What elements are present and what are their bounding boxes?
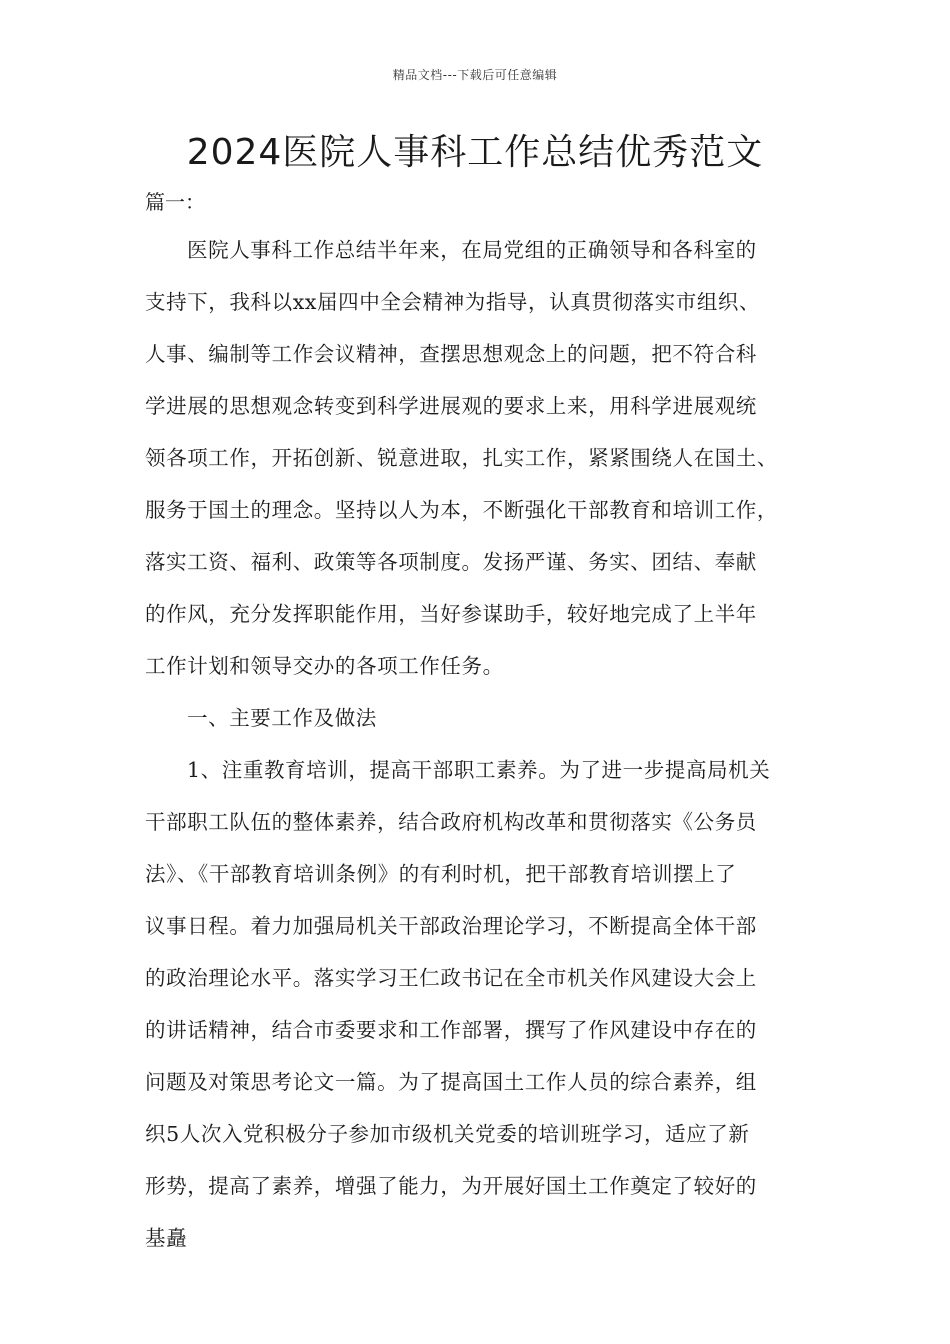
paragraph-line: 落实工资、福利、政策等各项制度。发扬严谨、务实、团结、奉献	[145, 550, 757, 574]
paragraph-line: 医院人事科工作总结半年来，在局党组的正确领导和各科室的	[187, 238, 757, 262]
paragraph-line: 人事、编制等工作会议精神，查摆思想观念上的问题，把不符合科	[145, 342, 757, 366]
paragraph-line: 干部职工队伍的整体素养，结合政府机构改革和贯彻落实《公务员	[145, 810, 757, 834]
section-label: 篇一：	[145, 190, 205, 214]
paragraph-line: 1、注重教育培训，提高干部职工素养。为了进一步提高局机关	[187, 758, 771, 782]
paragraph-line: 织5人次入党积极分子参加市级机关党委的培训班学习，适应了新	[145, 1122, 750, 1146]
paragraph-line: 基矗	[145, 1226, 188, 1250]
paragraph-line: 的讲话精神，结合市委要求和工作部署，撰写了作风建设中存在的	[145, 1018, 757, 1042]
paragraph-line: 服务于国土的理念。坚持以人为本，不断强化干部教育和培训工作，	[145, 498, 778, 522]
paragraph-line: 议事日程。着力加强局机关干部政治理论学习，不断提高全体干部	[145, 914, 757, 938]
paragraph-line: 形势，提高了素养，增强了能力，为开展好国土工作奠定了较好的	[145, 1174, 757, 1198]
body-text	[145, 234, 825, 1274]
paragraph-line: 领各项工作，开拓创新、锐意进取，扎实工作，紧紧围绕人在国土、	[145, 446, 778, 470]
paragraph-line: 学进展的思想观念转变到科学进展观的要求上来，用科学进展观统	[145, 394, 757, 418]
paragraph-line: 问题及对策思考论文一篇。为了提高国土工作人员的综合素养，组	[145, 1070, 757, 1094]
paragraph-line: 工作计划和领导交办的各项工作任务。	[145, 654, 504, 678]
paragraph-line: 法》、《干部教育培训条例》的有利时机，把干部教育培训摆上了	[145, 862, 737, 886]
document-title: 2024医院人事科工作总结优秀范文	[186, 132, 764, 173]
header-note: 精品文档---下载后可任意编辑	[392, 68, 558, 82]
paragraph-line: 的作风，充分发挥职能作用，当好参谋助手，较好地完成了上半年	[145, 602, 757, 626]
paragraph-line: 支持下，我科以xx届四中全会精神为指导，认真贯彻落实市组织、	[145, 290, 761, 314]
section-heading: 一、主要工作及做法	[187, 706, 377, 730]
paragraph-line: 的政治理论水平。落实学习王仁政书记在全市机关作风建设大会上	[145, 966, 757, 990]
